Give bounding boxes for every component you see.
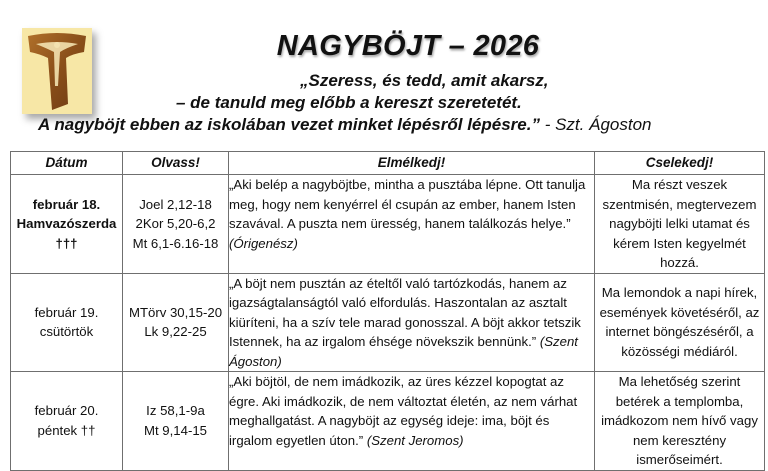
reflection-source: (Szent Jeromos) [366, 432, 464, 448]
reflection-cell: „A böjt nem pusztán az ételtől való tartózkodás, hanem az igazságtalanságtól való elfordulás. Haszontalan az asztalt kiüríteni, ha a szív tele marad gonosszal. A böjt akkor tetszik Istennek, ha az irgalom éhsége növekszik bennünk.” (Szent Ágoston) [229, 273, 595, 372]
lent-calendar-table [10, 151, 765, 471]
reflection-source: (Órigenész) [229, 235, 298, 251]
table-header-row [11, 152, 765, 175]
action-cell: Ma lehetőség szerint betérek a templomba, imádkozom nem hívő vagy nem keresztény ismerőseimért. [595, 372, 765, 471]
page-title: NAGYBÖJT – 2026 [276, 30, 540, 62]
date-cell: február 18. Hamvazószerda ††† [11, 175, 123, 274]
readings-cell: Iz 58,1-9a Mt 9,14-15 [123, 372, 229, 471]
quote-line-1: „Szeress, és tedd, amit akarsz, [300, 71, 549, 90]
column-header-act: Cselekedj! [595, 152, 765, 175]
date-cell: február 20. péntek †† [11, 372, 123, 471]
readings-cell: MTörv 30,15-20 Lk 9,22-25 [123, 273, 229, 372]
table-row [11, 175, 765, 274]
column-header-date: Dátum [11, 152, 123, 175]
table-row [11, 372, 765, 471]
reflection-cell: „Aki böjtöl, de nem imádkozik, az üres kézzel kopogtat az égre. Aki imádkozik, de nem változtat életén, az nem várhat meghallgatást. A nagyböjt az egység ideje: ima, böjt és irgalom egyetlen úton.” (Szent Jeromos) [229, 372, 595, 471]
quote-line-2: – de tanuld meg előbb a kereszt szeretetét. [176, 93, 522, 112]
quote-author: - Szt. Ágoston [539, 115, 652, 134]
readings-cell: Joel 2,12-18 2Kor 5,20-6,2 Mt 6,1-6.16-18 [123, 175, 229, 274]
column-header-reflect: Elmélkedj! [229, 152, 595, 175]
reflection-source: (Szent Ágoston) [229, 334, 578, 369]
date-cell: február 19. csütörtök [11, 273, 123, 372]
action-cell: Ma lemondok a napi hírek, események követéséről, az internet böngészéséről, a közösségi médiáról. [595, 273, 765, 372]
quote-line-3: A nagyböjt ebben az iskolában vezet minket lépésről lépésre.” - Szt. Ágoston [38, 115, 652, 134]
action-cell: Ma részt veszek szentmisén, megtervezem nagyböjti lelki utamat és kérem Isten kegyelmét hozzá. [595, 175, 765, 274]
table-row [11, 273, 765, 372]
column-header-read: Olvass! [123, 152, 229, 175]
reflection-cell: „Aki belép a nagyböjtbe, mintha a pusztába lépne. Ott tanulja meg, hogy nem kenyérrel él csupán az ember, hanem Isten szavával. A puszta nem üresség, hanem találkozás helye.” (Órigenész) [229, 175, 595, 274]
